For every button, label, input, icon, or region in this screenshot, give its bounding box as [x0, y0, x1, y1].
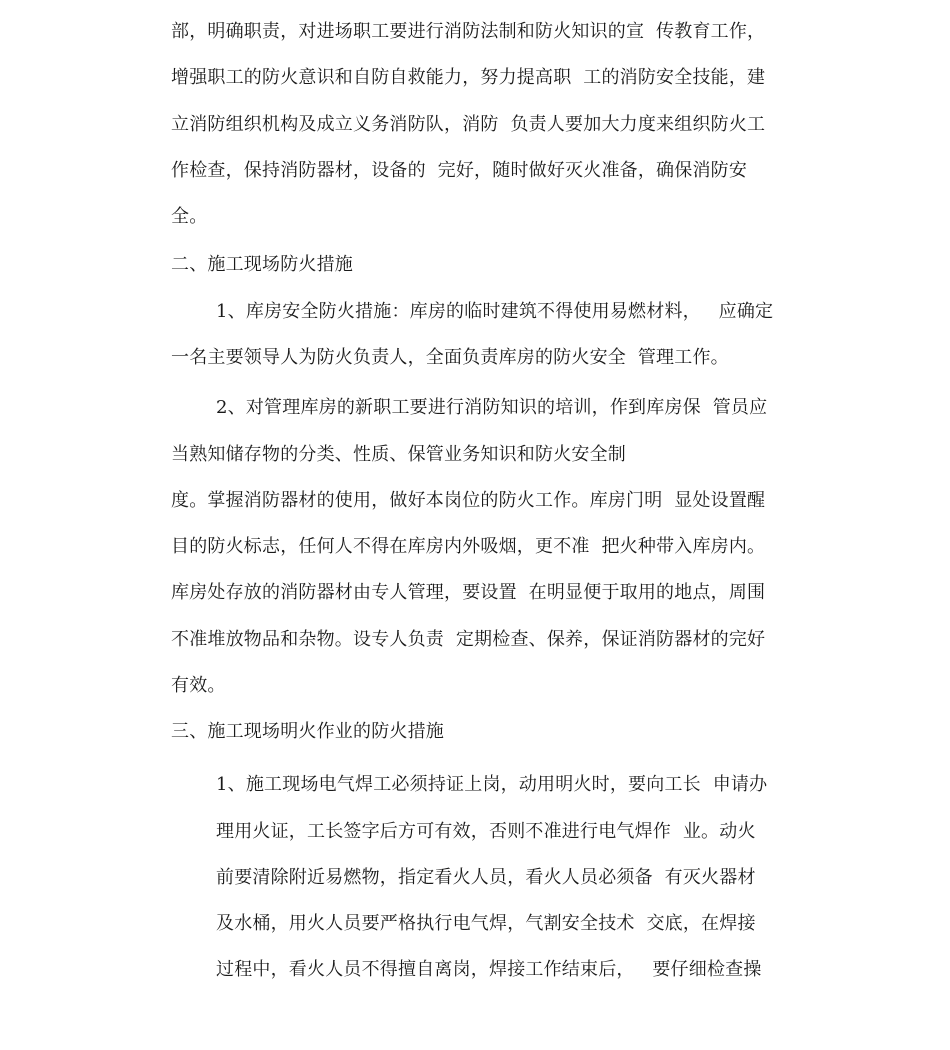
section-2-item-2-line-1: 2、对管理库房的新职工要进行消防知识的培训，作到库房保 管员应	[216, 397, 768, 418]
intro-line-4: 作检查，保持消防器材，设备的 完好，随时做好灭火准备，确保消防安	[171, 160, 748, 181]
section-3-heading: 三、施工现场明火作业的防火措施	[171, 721, 444, 742]
section-2-item-1-line-1: 1、库房安全防火措施：库房的临时建筑不得使用易燃材料， 应确定	[216, 301, 774, 322]
section-3-item-1-line-5: 过程中，看火人员不得擅自离岗，焊接工作结束后， 要仔细检查操	[216, 959, 762, 980]
section-3-item-1-line-2: 理用火证，工长签字后方可有效，否则不准进行电气焊作 业。动火	[216, 821, 756, 842]
section-2-item-2-line-4: 目的防火标志，任何人不得在库房内外吸烟，更不准 把火种带入库房内。	[171, 536, 766, 557]
section-2-item-2-line-6: 不准堆放物品和杂物。设专人负责 定期检查、保养，保证消防器材的完好	[171, 629, 766, 650]
intro-line-1: 部，明确职责，对进场职工要进行消防法制和防火知识的宣 传教育工作，	[171, 21, 766, 42]
intro-line-5: 全。	[171, 206, 208, 227]
section-3-item-1-line-4: 及水桶，用火人员要严格执行电气焊，气割安全技术 交底，在焊接	[216, 913, 756, 934]
section-2-item-2-line-2: 当熟知储存物的分类、性质、保管业务知识和防火安全制	[171, 444, 626, 465]
intro-line-3: 立消防组织机构及成立义务消防队，消防 负责人要加大力度来组织防火工	[171, 114, 766, 135]
section-2-item-2-line-7: 有效。	[171, 675, 226, 696]
section-2-item-2-line-5: 库房处存放的消防器材由专人管理，要设置 在明显便于取用的地点，周围	[171, 582, 766, 603]
intro-line-2: 增强职工的防火意识和自防自救能力，努力提高职 工的消防安全技能，建	[171, 67, 766, 88]
section-3-item-1-line-3: 前要清除附近易燃物，指定看火人员，看火人员必须备 有灭火器材	[216, 867, 756, 888]
section-2-item-2-line-3: 度。掌握消防器材的使用，做好本岗位的防火工作。库房门明 显处设置醒	[171, 490, 766, 511]
section-3-item-1-line-1: 1、施工现场电气焊工必须持证上岗，动用明火时，要向工长 申请办	[216, 774, 768, 795]
section-2-heading: 二、施工现场防火措施	[171, 254, 353, 275]
section-2-item-1-line-2: 一名主要领导人为防火负责人，全面负责库房的防火安全 管理工作。	[171, 347, 729, 368]
